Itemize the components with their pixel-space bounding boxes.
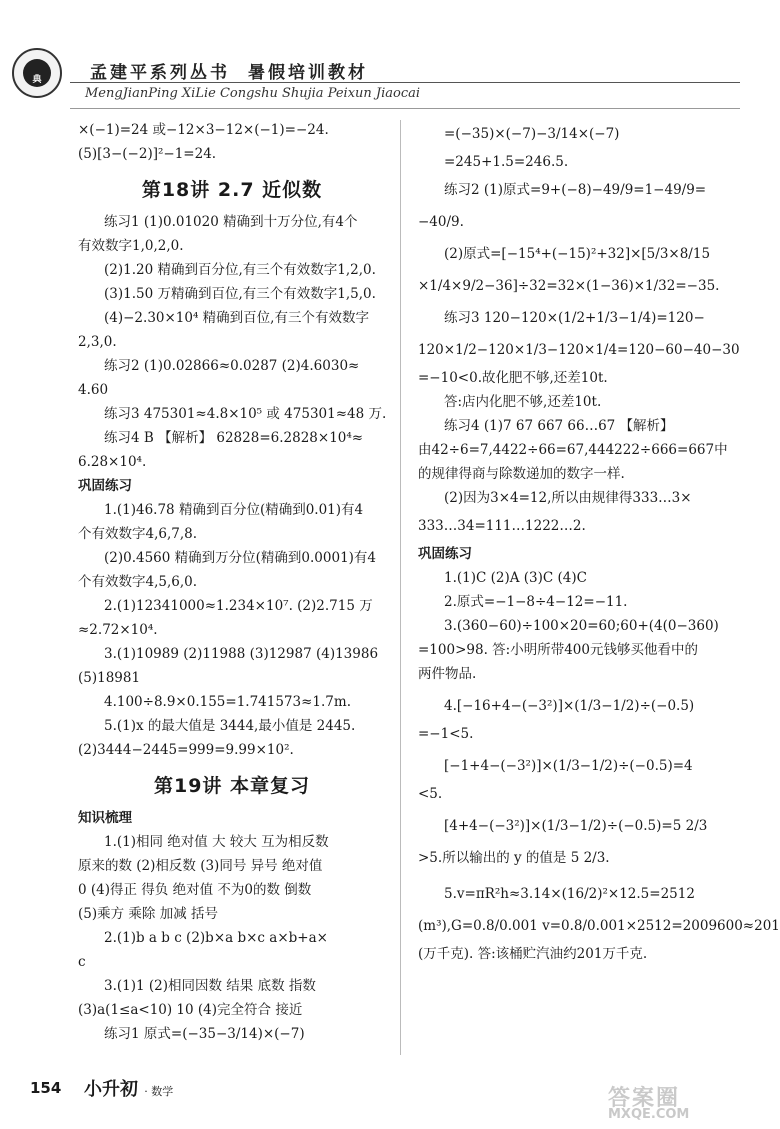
text-line: c [78, 954, 86, 970]
text-line: =−1<5. [418, 726, 474, 742]
subsection-title: 知识梳理 [78, 810, 132, 826]
text-line: 练习1 原式=(−35−3/14)×(−7) [104, 1026, 305, 1042]
text-line: ≈2.72×10⁴. [78, 622, 158, 638]
text-line: ×1/4×9/2−36]÷32=32×(1−36)×1/32=−35. [418, 278, 720, 294]
text-line: 5.v=πR²h≈3.14×(16/2)²×12.5=2512 [444, 886, 695, 902]
text-line: (2)1.20 精确到百分位,有三个有效数字1,2,0. [104, 262, 376, 278]
text-line: (2)因为3×4=12,所以由规律得333…3× [444, 490, 692, 506]
text-line: (5)[3−(−2)]²−1=24. [78, 146, 217, 162]
page-footer [0, 1075, 750, 1129]
watermark-text: 答案圈 [608, 1086, 681, 1111]
text-line: 练习1 (1)0.01020 精确到十万分位,有4个 [104, 214, 358, 230]
subsection-title: 巩固练习 [418, 546, 472, 562]
text-line: 120×1/2−120×1/3−120×1/4=120−60−40−30 [418, 342, 740, 358]
text-line: <5. [418, 786, 443, 802]
section-title: 第19讲 本章复习 [153, 775, 311, 797]
text-line: (3)a(1≤a<10) 10 (4)完全符合 接近 [78, 1002, 303, 1018]
text-line: (5)乘方 乘除 加减 括号 [78, 906, 218, 922]
subject-label: · 数学 [144, 1085, 174, 1098]
book-name [84, 1075, 173, 1101]
text-line: [−1+4−(−3²)]×(1/3−1/2)÷(−0.5)=4 [444, 758, 693, 774]
text-line: 练习2 (1)原式=9+(−8)−49/9=1−49/9= [444, 182, 707, 198]
text-line: 2,3,0. [78, 334, 117, 350]
text-line: 5.(1)x 的最大值是 3444,最小值是 2445. [104, 718, 356, 734]
text-line: 333…34=111…1222…2. [418, 518, 586, 534]
series-pinyin: MengJianPing XiLie Congshu Shujia Peixun Jiaocai [85, 86, 421, 101]
text-line: 练习3 120−120×(1/2+1/3−1/4)=120− [444, 310, 705, 326]
text-line: 3.(1)10989 (2)11988 (3)12987 (4)13986 [104, 646, 379, 662]
text-line: 4.100÷8.9×0.155=1.741573≈1.7m. [104, 694, 351, 710]
text-line: 1.(1)C (2)A (3)C (4)C [444, 570, 587, 586]
text-line: 4.[−16+4−(−3²)]×(1/3−1/2)÷(−0.5) [444, 698, 695, 714]
text-line: 答:店内化肥不够,还差10t. [444, 394, 602, 410]
text-line: =100>98. 答:小明所带400元钱够买他看中的 [418, 642, 698, 658]
text-line: 两件物品. [418, 666, 477, 682]
text-line: 1.(1)相同 绝对值 大 较大 互为相反数 [104, 834, 329, 850]
text-line: (2)3444−2445=999=9.99×10². [78, 742, 294, 758]
text-line: 由42÷6=7,4422÷66=67,444222÷666=667中 [418, 442, 728, 458]
text-line: 有效数字1,0,2,0. [78, 238, 184, 254]
text-line: 练习3 475301≈4.8×10⁵ 或 475301≈48 万. [104, 406, 387, 422]
text-line: 3.(1)1 (2)相同因数 结果 底数 指数 [104, 978, 316, 994]
text-line: 1.(1)46.78 精确到百分位(精确到0.01)有4 [104, 502, 364, 518]
text-line: 2.(1)b a b c (2)b×a b×c a×b+a× [104, 930, 328, 946]
header-rule-bottom [70, 108, 740, 109]
text-line: (2)原式=[−15⁴+(−15)²+32]×[5/3×8/15 [444, 246, 711, 262]
text-line: 3.(360−60)÷100×20=60;60+(4(0−360) [444, 618, 719, 634]
series-title [90, 58, 368, 83]
section-title: 第18讲 2.7 近似数 [141, 179, 323, 201]
logo-text: 典 [32, 75, 42, 85]
text-line: (2)0.4560 精确到万分位(精确到0.0001)有4 [104, 550, 377, 566]
series-name: 孟建平系列丛书 [90, 63, 230, 83]
text-line: =−10<0.故化肥不够,还差10t. [418, 370, 608, 386]
left-column [78, 118, 386, 1046]
book-name-text: 小升初 [84, 1079, 138, 1100]
text-line: =245+1.5=246.5. [444, 154, 569, 170]
text-line: −40/9. [418, 214, 464, 230]
text-line: (m³),G=0.8/0.001 v=0.8/0.001×2512=2009600≈201 [418, 918, 780, 934]
page-header [0, 0, 750, 112]
text-line: 个有效数字4,5,6,0. [78, 574, 198, 590]
text-line: 原来的数 (2)相反数 (3)同号 异号 绝对值 [78, 858, 323, 874]
text-line: 2.(1)12341000≈1.234×10⁷. (2)2.715 万 [104, 598, 373, 614]
text-line: >5.所以输出的 y 的值是 5 2/3. [418, 850, 610, 866]
text-line: 练习2 (1)0.02866≈0.0287 (2)4.6030≈ [104, 358, 360, 374]
text-line: 6.28×10⁴. [78, 454, 147, 470]
text-line: (3)1.50 万精确到百位,有三个有效数字1,5,0. [104, 286, 376, 302]
text-line: 练习4 (1)7 67 667 66…67 【解析】 [444, 418, 674, 434]
logo-seal [23, 59, 51, 87]
text-line: 练习4 B 【解析】 62828=6.2828×10⁴≈ [104, 430, 364, 446]
text-line: (5)18981 [78, 670, 141, 686]
text-line: (4)−2.30×10⁴ 精确到百位,有三个有效数字 [104, 310, 369, 326]
subsection-title: 巩固练习 [78, 478, 132, 494]
right-column [418, 118, 780, 966]
text-line: 0 (4)得正 得负 绝对值 不为0的数 倒数 [78, 882, 312, 898]
text-line: 4.60 [78, 382, 109, 398]
text-line: ×(−1)=24 或−12×3−12×(−1)=−24. [78, 122, 329, 138]
text-line: =(−35)×(−7)−3/14×(−7) [444, 126, 620, 142]
text-line: [4+4−(−3²)]×(1/3−1/2)÷(−0.5)=5 2/3 [444, 818, 708, 834]
watermark-url: MXQE.COM [608, 1107, 690, 1122]
page-number: 154 [30, 1079, 62, 1097]
series-logo [12, 48, 62, 98]
book-type: 暑假培训教材 [248, 63, 368, 83]
text-line: 个有效数字4,6,7,8. [78, 526, 198, 542]
column-divider [400, 120, 401, 1055]
text-line: (万千克). 答:该桶贮汽油约201万千克. [418, 946, 648, 962]
watermark [608, 1081, 738, 1125]
text-line: 2.原式=−1−8÷4−12=−11. [444, 594, 628, 610]
text-line: 的规律得商与除数递加的数字一样. [418, 466, 625, 482]
